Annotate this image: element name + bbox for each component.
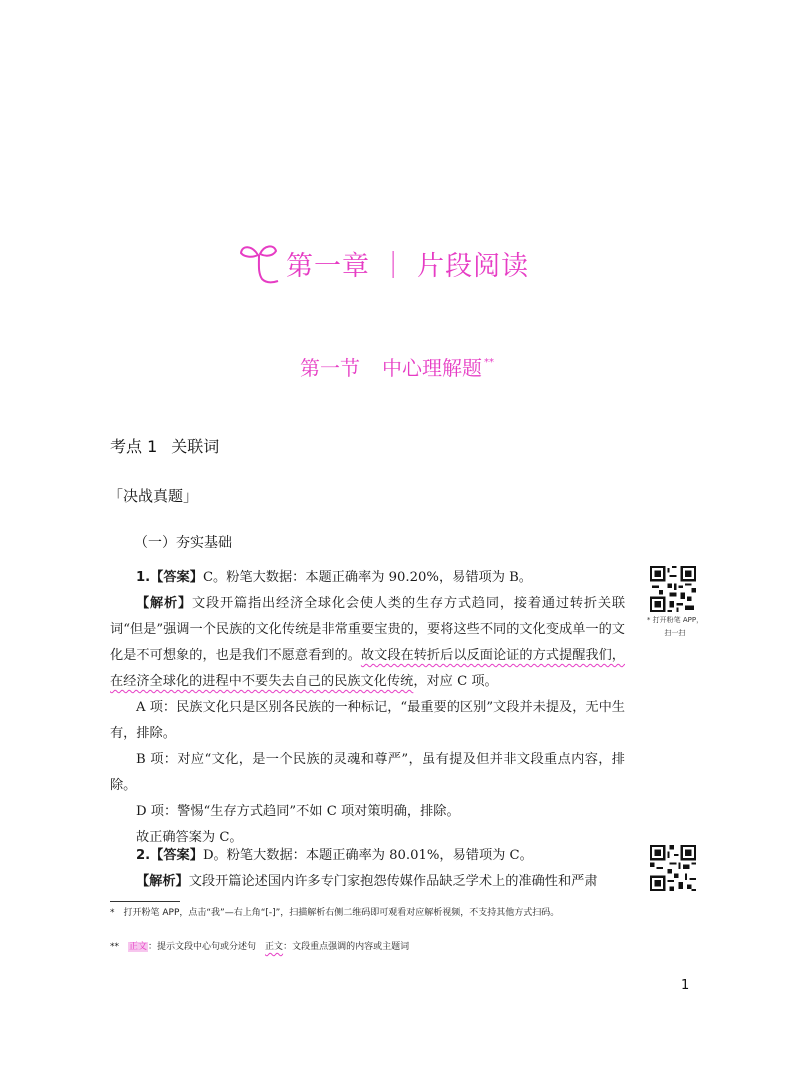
qr-caption-line2: 扫一扫 [664, 629, 686, 637]
sprout-icon [238, 241, 280, 285]
footnote-1: * 打开粉笔 APP，点击“我”—右上角“[-]”，扫描解析右侧二维码即可观看对应解析视频，不支持其他方式扫码。 [110, 908, 560, 918]
q1-option-d: D 项：警惕“生存方式趋同”不如 C 项对策明确，排除。 [136, 804, 460, 819]
footnote-2 [110, 940, 630, 954]
q1-analysis-text: 文段开篇指出经济全球化会使人类的生存方式趋同，接着通过转折关联词“但是”强调一个民族的文化传统是非常重要宝贵的，要将这些不同的文化变成单一的文化是不可想象的，也是我们不愿意看到的。 [110, 596, 626, 663]
q2-analysis-label: 【解析】 [136, 874, 189, 889]
section-mark: ** [484, 357, 494, 368]
q1-analysis-label: 【解析】 [136, 596, 192, 611]
q1-analysis-end: ，对应 C 项。 [413, 674, 498, 689]
q2-answer-text: D。粉笔大数据：本题正确率为 80.01%，易错项为 C。 [202, 848, 533, 863]
q2-analysis [110, 869, 625, 895]
subsection-heading: （一）夯实基础 [134, 535, 232, 551]
q1-analysis [110, 591, 625, 695]
page-number: 1 [681, 978, 690, 993]
q1-conclusion: 故正确答案为 C。 [136, 830, 243, 845]
q2-answer-prefix: 2.【答案】 [136, 848, 203, 863]
chapter-title: 第一章 ｜ 片段阅读 [286, 250, 530, 282]
q1-option-a: A 项：民族文化只是区别各民族的一种标记，“最重要的区别”文段并未提及，无中生有，排除。 [110, 700, 625, 741]
section-title: 中心理解题 [382, 356, 482, 380]
question-1 [110, 565, 625, 851]
section-label: 第一节 [300, 356, 360, 380]
q2-analysis-text: 文段开篇论述国内许多专门家抱怨传媒作品缺乏学术上的准确性和严肃 [188, 874, 598, 889]
q1-option-b: B 项：对应“文化，是一个民族的灵魂和尊严”，虽有提及但并非文段重点内容，排除。 [110, 752, 625, 793]
footnote-rule [110, 901, 180, 902]
q2-answer [110, 843, 625, 869]
chapter-heading [238, 238, 529, 288]
qr-caption-line1: * 打开粉笔 APP， [646, 616, 704, 624]
kaodian-label: 考点 1 [110, 437, 158, 456]
footnote-2-mid: ：提示文段中心句或分述句 [148, 942, 266, 952]
footnote-2-highlight: 正文 [129, 942, 148, 952]
kaodian-heading [110, 434, 219, 457]
kaodian-title: 关联词 [171, 437, 220, 456]
section-heading [300, 352, 494, 381]
q1-answer [110, 565, 625, 591]
q1-answer-prefix: 1.【答案】 [136, 570, 203, 585]
footnote-2-prefix: ** [110, 942, 129, 952]
qr-code-icon[interactable] [650, 566, 696, 612]
question-2 [110, 843, 625, 895]
footnote-2-end: ：文段重点强调的内容或主题词 [283, 942, 410, 952]
q1-answer-text: C。粉笔大数据：本题正确率为 90.20%，易错项为 B。 [202, 570, 532, 585]
qr-code-icon[interactable] [650, 845, 696, 891]
juezhan-heading: 「决战真题」 [108, 487, 199, 505]
footnote-2-wavy: 正文 [265, 942, 284, 952]
q1-analysis-wavy: 故文段在转折后以反面论证的方式提醒我们，在经济全球化的进程中不要失去自己的民族文化传统 [110, 648, 625, 689]
qr-caption [635, 614, 715, 640]
